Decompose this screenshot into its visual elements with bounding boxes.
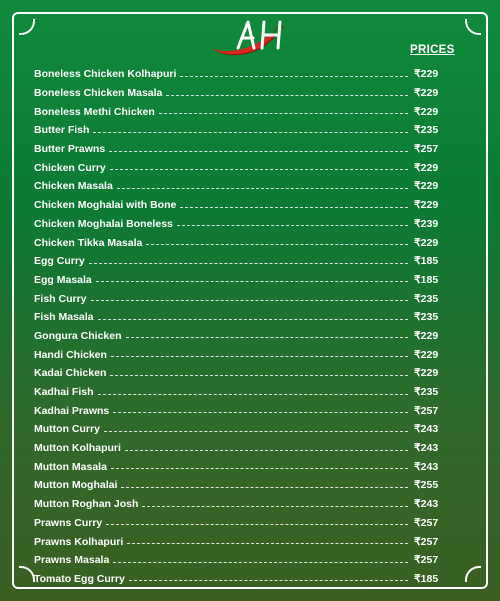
menu-item-price: ₹185 (414, 273, 439, 286)
menu-item-price: ₹185 (414, 572, 439, 585)
dotted-leader (180, 76, 408, 77)
menu-list (34, 65, 444, 588)
corner-notch (465, 19, 481, 35)
menu-item-price: ₹185 (414, 255, 439, 268)
menu-item-price: ₹257 (414, 535, 439, 548)
menu-item-name: Butter Fish (34, 124, 90, 137)
menu-item-price: ₹235 (414, 311, 439, 324)
menu-item-name: Kadhai Prawns (34, 404, 110, 417)
menu-item-price: ₹229 (414, 180, 439, 193)
dotted-leader (104, 431, 408, 432)
dotted-leader (109, 151, 408, 152)
menu-item (34, 84, 444, 103)
menu-item-price: ₹229 (414, 348, 439, 361)
menu-item-price: ₹243 (414, 423, 439, 436)
dotted-leader (146, 244, 408, 245)
menu-item-name: Fish Masala (34, 311, 94, 324)
menu-item-price: ₹257 (414, 143, 439, 156)
menu-item-name: Boneless Methi Chicken (34, 105, 155, 118)
menu-item-price: ₹229 (414, 329, 439, 342)
dotted-leader (127, 543, 408, 544)
menu-item-price: ₹229 (414, 87, 439, 100)
menu-item-price: ₹257 (414, 554, 439, 567)
dotted-leader (91, 300, 408, 301)
menu-item (34, 345, 444, 364)
menu-item-name: Fish Curry (34, 292, 87, 305)
dotted-leader (96, 281, 408, 282)
chili-ah-logo-icon (208, 18, 294, 58)
menu-item-price: ₹229 (414, 161, 439, 174)
menu-item-price: ₹235 (414, 292, 439, 305)
dotted-leader (113, 562, 408, 563)
menu-item (34, 476, 444, 495)
menu-item-name: Tomato Egg Curry (34, 572, 125, 585)
menu-item-price: ₹255 (414, 479, 439, 492)
menu-item-name: Egg Curry (34, 255, 85, 268)
menu-item-name: Prawns Curry (34, 516, 103, 529)
menu-item-name: Chicken Moghalai with Bone (34, 199, 177, 212)
menu-item (34, 383, 444, 402)
menu-item (34, 140, 444, 159)
menu-item-name: Prawns Kolhapuri (34, 535, 124, 548)
menu-item-name: Chicken Masala (34, 180, 113, 193)
dotted-leader (177, 225, 408, 226)
menu-item-name: Egg Masala (34, 273, 92, 286)
menu-item-price: ₹243 (414, 442, 439, 455)
menu-item (34, 158, 444, 177)
prices-header: PRICES (410, 44, 455, 56)
menu-item-name: Butter Prawns (34, 143, 106, 156)
menu-item-name: Kadai Chicken (34, 367, 107, 380)
dotted-leader (126, 337, 408, 338)
menu-item-name: Boneless Chicken Kolhapuri (34, 68, 177, 81)
dotted-leader (98, 394, 408, 395)
menu-item-price: ₹243 (414, 460, 439, 473)
dotted-leader (98, 319, 408, 320)
menu-item-name: Handi Chicken (34, 348, 107, 361)
menu-item-name: Mutton Kolhapuri (34, 442, 121, 455)
menu-item-name: Boneless Chicken Masala (34, 87, 163, 100)
menu-item-price: ₹229 (414, 367, 439, 380)
menu-item-price: ₹229 (414, 236, 439, 249)
dotted-leader (117, 188, 408, 189)
menu-item (34, 495, 444, 514)
menu-item-name: Chicken Moghalai Boneless (34, 217, 173, 230)
menu-item (34, 457, 444, 476)
dotted-leader (93, 132, 408, 133)
menu-item (34, 439, 444, 458)
dotted-leader (121, 487, 408, 488)
menu-item (34, 364, 444, 383)
menu-item-price: ₹257 (414, 516, 439, 529)
dotted-leader (111, 356, 408, 357)
dotted-leader (110, 169, 408, 170)
menu-item (34, 514, 444, 533)
menu-item-name: Chicken Tikka Masala (34, 236, 143, 249)
menu-item-price: ₹229 (414, 105, 439, 118)
menu-item-name: Mutton Moghalai (34, 479, 118, 492)
dotted-leader (89, 263, 408, 264)
dotted-leader (113, 412, 408, 413)
menu-item (34, 327, 444, 346)
menu-item (34, 570, 444, 589)
menu-item (34, 252, 444, 271)
dotted-leader (125, 450, 408, 451)
menu-item (34, 271, 444, 290)
menu-item-price: ₹235 (414, 386, 439, 399)
menu-item (34, 308, 444, 327)
corner-notch (19, 566, 35, 582)
corner-notch (465, 566, 481, 582)
menu-item-name: Chicken Curry (34, 161, 106, 174)
menu-item (34, 420, 444, 439)
menu-item (34, 289, 444, 308)
menu-item (34, 121, 444, 140)
dotted-leader (180, 207, 408, 208)
menu-item-price: ₹243 (414, 498, 439, 511)
dotted-leader (129, 580, 408, 581)
dotted-leader (166, 95, 408, 96)
menu-item-price: ₹235 (414, 124, 439, 137)
menu-item (34, 102, 444, 121)
menu-item-name: Mutton Masala (34, 460, 107, 473)
dotted-leader (111, 468, 408, 469)
menu-item-price: ₹257 (414, 404, 439, 417)
menu-item-name: Mutton Curry (34, 423, 100, 436)
menu-item-price: ₹229 (414, 68, 439, 81)
menu-item (34, 215, 444, 234)
dotted-leader (110, 375, 408, 376)
menu-item (34, 532, 444, 551)
menu-item-name: Gongura Chicken (34, 329, 122, 342)
menu-item-name: Prawns Masala (34, 554, 110, 567)
corner-notch (19, 19, 35, 35)
menu-item (34, 65, 444, 84)
menu-item-price: ₹239 (414, 217, 439, 230)
menu-item (34, 177, 444, 196)
menu-item-name: Kadhai Fish (34, 386, 94, 399)
menu-item (34, 401, 444, 420)
menu-item (34, 196, 444, 215)
dotted-leader (159, 113, 408, 114)
dotted-leader (142, 506, 408, 507)
menu-item (34, 551, 444, 570)
dotted-leader (106, 524, 408, 525)
menu-item-price: ₹229 (414, 199, 439, 212)
menu-item-name: Mutton Roghan Josh (34, 498, 139, 511)
menu-item (34, 233, 444, 252)
